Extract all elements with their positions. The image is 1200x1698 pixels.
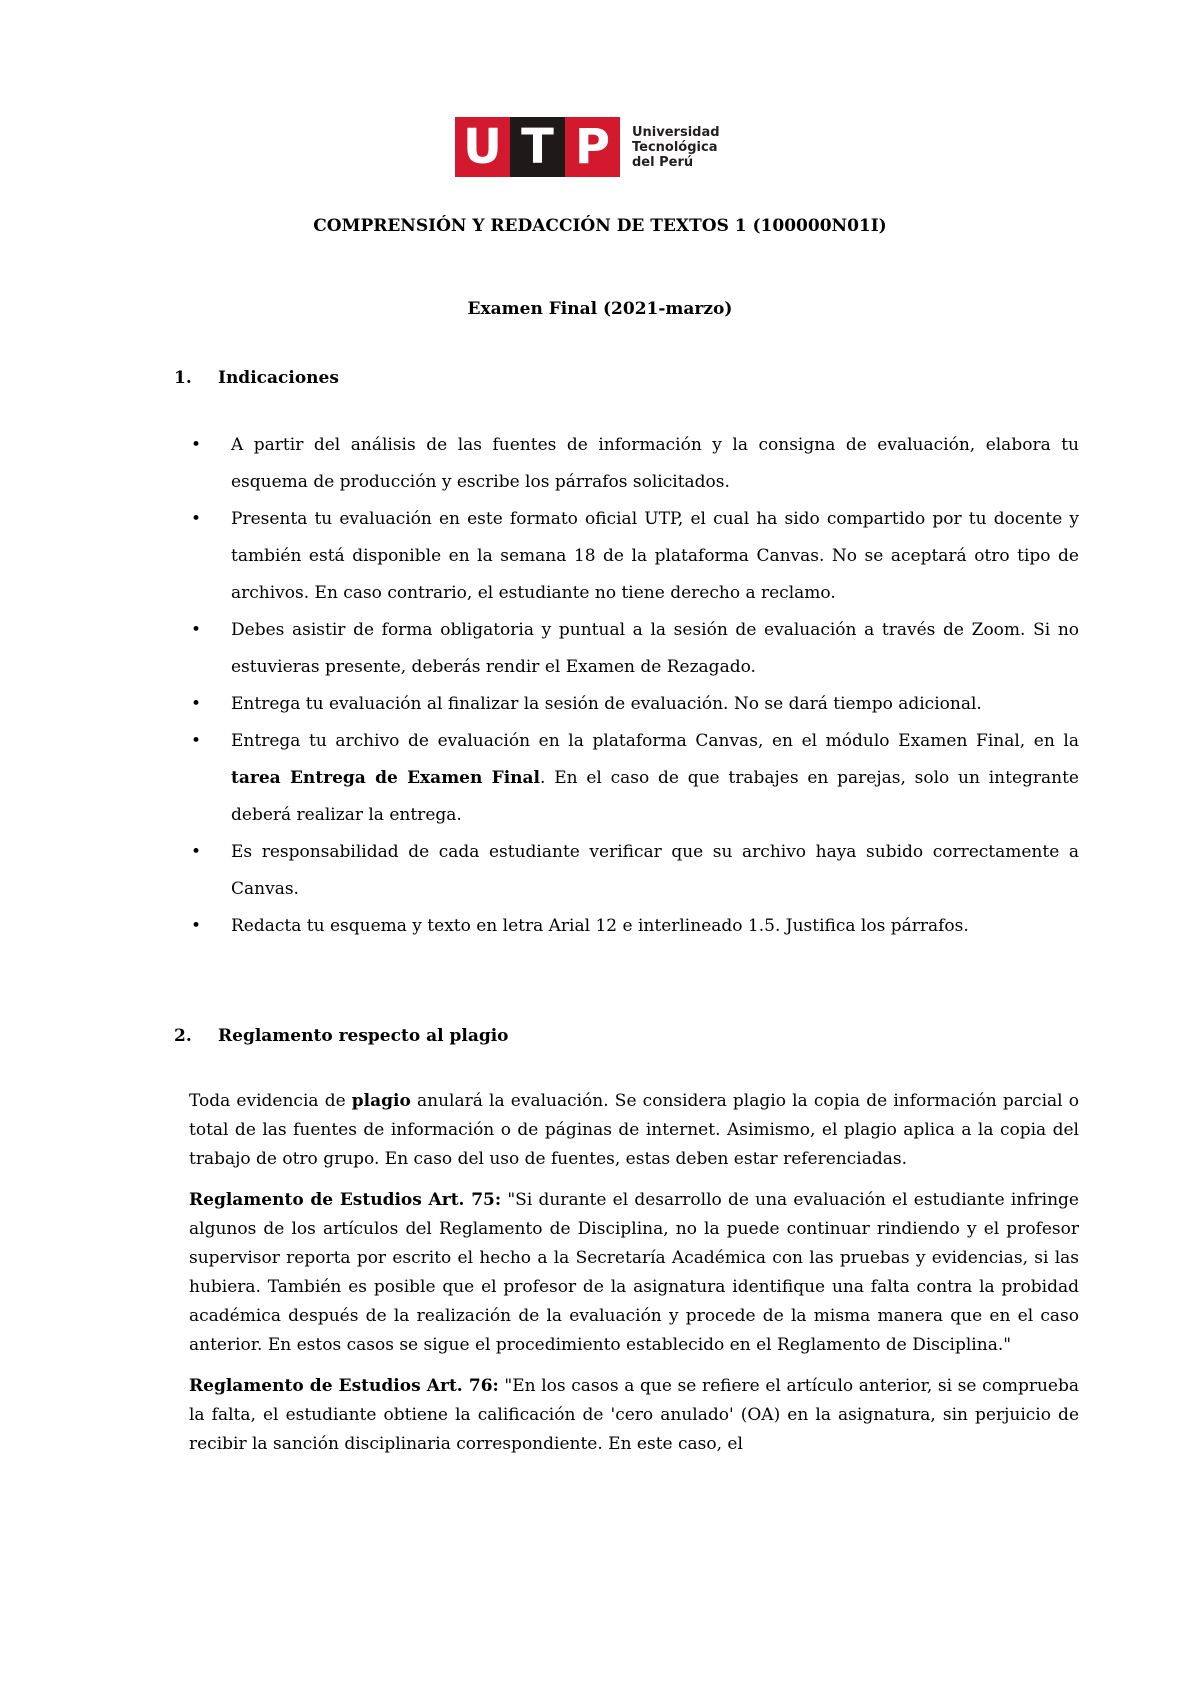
logo-letter-u: U (455, 117, 510, 177)
paragraph (189, 1372, 1079, 1459)
paragraph (189, 1087, 1079, 1174)
paragraph-text: anulará la evaluación. Se considera plagio la copia de información parcial o total de las fuentes de información o de páginas de internet. Asimismo, el plagio aplica a la copia del trabajo de otro grupo. En caso del uso de fuentes, estas deben estar referenciadas. (189, 1091, 1079, 1169)
section-title: Indicaciones (218, 368, 339, 388)
list-item-bold-text: tarea Entrega de Examen Final (231, 768, 541, 788)
list-item: • A partir del análisis de las fuentes de información y la consigna de evaluación, elabora tu esquema de producción y escribe los párrafos solicitados. (231, 427, 1079, 501)
list-item: • Presenta tu evaluación en este formato oficial UTP, el cual ha sido compartido por tu docente y también está disponible en la semana 18 de la plataforma Canvas. No se aceptará otro tipo de archivos. En caso contrario, el estudiante no tiene derecho a reclamo. (231, 501, 1079, 612)
logo-letter-p: P (565, 117, 620, 177)
list-item-text: Entrega tu archivo de evaluación en la plataforma Canvas, en el módulo Examen Final, en la (231, 731, 1079, 751)
paragraph-bold-text: Reglamento de Estudios Art. 76: (189, 1376, 499, 1396)
list-item-text: . En el caso de que trabajes en parejas, solo un integrante deberá realizar la entrega. (231, 768, 1079, 825)
logo-letter-t: T (510, 117, 565, 177)
paragraph-text: "Si durante el desarrollo de una evaluación el estudiante infringe algunos de los artículos del Reglamento de Disciplina, no la puede continuar rindiendo y el profesor supervisor reporta por escrito el hecho a la Secretaría Académica con las pruebas y evidencias, si las hubiera. También es posible que el profesor de la asignatura identifique una falta contra la probidad académica después de la realización de la evaluación y procede de la misma manera que en el caso anterior. En estos casos se sigue el procedimiento establecido en el Reglamento de Disciplina." (189, 1190, 1079, 1355)
utp-logo (455, 117, 720, 177)
paragraph-bold-text: Reglamento de Estudios Art. 75: (189, 1190, 502, 1210)
list-item: • Debes asistir de forma obligatoria y puntual a la sesión de evaluación a través de Zoom. Si no estuvieras presente, deberás rendir el Examen de Rezagado. (231, 612, 1079, 686)
list-item (231, 723, 1079, 834)
section-number: 1. (174, 368, 192, 388)
list-item: • Redacta tu esquema y texto en letra Arial 12 e interlineado 1.5. Justifica los párrafos. (231, 908, 1079, 945)
plagiarism-rules (189, 1087, 1079, 1471)
section-number: 2. (174, 1026, 192, 1046)
section-heading-plagio (174, 1026, 509, 1046)
logo-name-line: del Perú (632, 154, 694, 170)
course-title: COMPRENSIÓN Y REDACCIÓN DE TEXTOS 1 (100000N01I) (313, 216, 887, 236)
paragraph-text: Toda evidencia de (189, 1091, 352, 1111)
section-heading-indicaciones (174, 368, 339, 388)
paragraph-bold-text: plagio (351, 1091, 411, 1111)
section-title: Reglamento respecto al plagio (218, 1026, 509, 1046)
exam-title: Examen Final (2021-marzo) (467, 299, 733, 319)
logo-university-name (632, 125, 720, 170)
list-item: • Es responsabilidad de cada estudiante verificar que su archivo haya subido correctamente a Canvas. (231, 834, 1079, 908)
logo-name-line: Tecnológica (632, 139, 718, 155)
logo-name-line: Universidad (632, 124, 720, 140)
logo-letters (455, 117, 620, 177)
paragraph (189, 1186, 1079, 1360)
paragraph-text: "En los casos a que se refiere el artículo anterior, si se comprueba la falta, el estudiante obtiene la calificación de 'cero anulado' (OA) en la asignatura, sin perjuicio de recibir la sanción disciplinaria correspondiente. En este caso, el (189, 1376, 1079, 1454)
list-item: • Entrega tu evaluación al finalizar la sesión de evaluación. No se dará tiempo adicional. (231, 686, 1079, 723)
instructions-list (231, 427, 1079, 945)
